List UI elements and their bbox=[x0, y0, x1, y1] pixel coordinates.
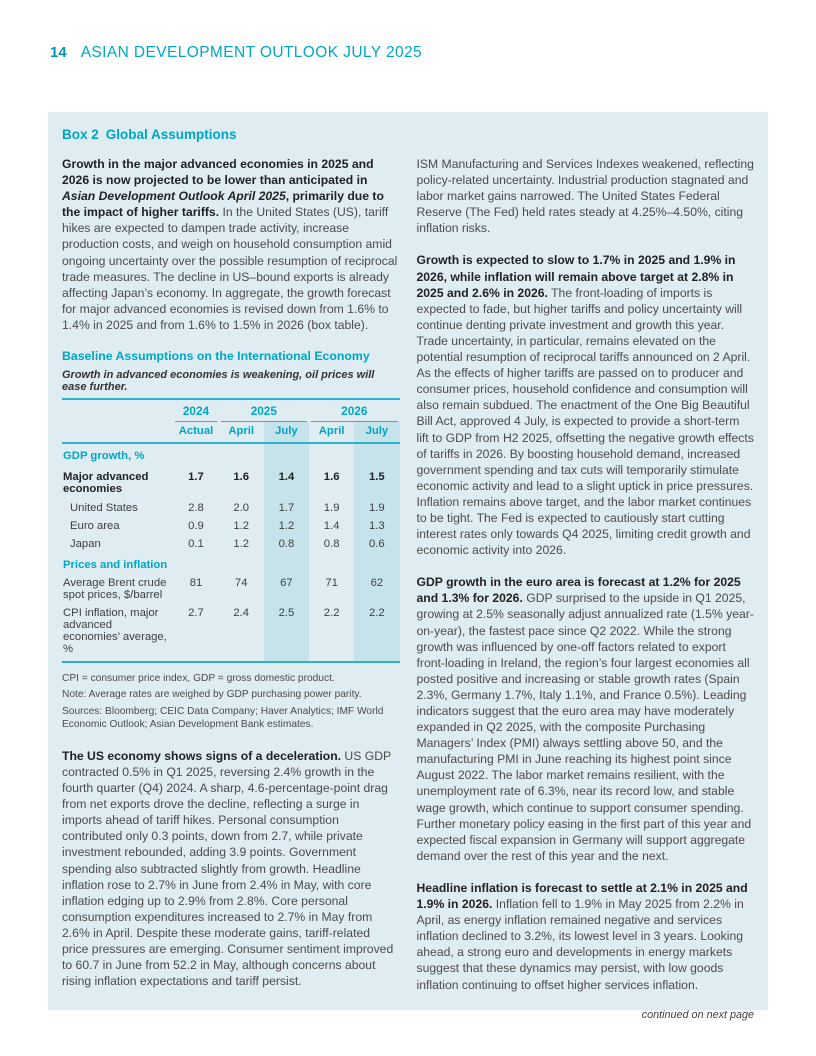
cell-value: 1.2 bbox=[264, 517, 309, 535]
paragraph-ism-indexes: ISM Manufacturing and Services Indexes weakened, reflecting policy-related uncertainty. Industrial production stagnated and labor market gains narrowed. The United States Federal Reserve (The Fed) held rates steady at 4.25%–4.50%, citing inflation risks. bbox=[416, 157, 754, 236]
table-subtitle: Growth in advanced economies is weakening, oil prices will ease further. bbox=[62, 369, 375, 394]
cell-value: 1.7 bbox=[188, 471, 204, 484]
cell-value: 2.7 bbox=[173, 604, 218, 662]
paragraph-lead: , primarily due to the impact of higher tariffs. bbox=[62, 189, 384, 220]
cell-value: 2.0 bbox=[233, 502, 250, 515]
row-label: Euro area bbox=[70, 520, 120, 533]
table-cell-empty bbox=[62, 422, 173, 443]
year-header-2024: 2024 bbox=[173, 399, 218, 422]
cell-value: 0.8 bbox=[323, 538, 340, 551]
box-heading bbox=[62, 127, 754, 142]
box-label: Box 2 bbox=[62, 127, 99, 142]
cell-value: 1.9 bbox=[323, 502, 340, 515]
cell-value: 2.2 bbox=[354, 604, 399, 662]
table-cell-empty bbox=[354, 553, 399, 574]
paragraph-body: Inflation fell to 1.9% in May 2025 from 2.2% in April, as energy inflation remained negative and services inflation declined to 3.2%, its lowest level in 3 years. Looking ahead, a strong euro and developments in energy markets suggest that these dynamics may persist, with low goods inflation continuing to offset higher services inflation. bbox=[416, 897, 744, 992]
cell-value: 0.6 bbox=[354, 535, 399, 553]
year-header-2025: 2025 bbox=[219, 399, 309, 422]
cell-value: 71 bbox=[325, 577, 338, 590]
table-row-united-states bbox=[62, 499, 400, 517]
cell-value: 2.4 bbox=[219, 604, 264, 662]
table-cell-empty bbox=[219, 553, 264, 574]
table-cell-empty bbox=[354, 443, 399, 465]
paragraph-euro-area-gdp bbox=[417, 574, 755, 864]
table-footnotes bbox=[62, 672, 400, 732]
row-label: Major advanced economies bbox=[63, 471, 149, 496]
table-cell-empty bbox=[173, 443, 218, 465]
table-year-header-row bbox=[62, 399, 400, 422]
footnote-sources: Sources: Bloomberg; CEIC Data Company; Haver Analytics; IMF World Economic Outlook; Asian Development Bank estimates. bbox=[62, 705, 384, 731]
table-section-row bbox=[62, 443, 400, 465]
table-cell-empty bbox=[219, 443, 264, 465]
cell-value: 1.7 bbox=[264, 499, 309, 517]
paragraph-lead: Growth is expected to slow to 1.7% in 2025 and 1.9% in 2026, while inflation will remain above target at 2.8% in 2025 and 2.6% in 2026. bbox=[416, 253, 736, 300]
paragraph-headline-inflation bbox=[417, 880, 755, 993]
cell-value: 81 bbox=[189, 577, 203, 590]
table-row-major-advanced-economies bbox=[62, 465, 400, 499]
report-title: ASIAN DEVELOPMENT OUTLOOK JULY 2025 bbox=[80, 44, 423, 61]
cell-value: 2.5 bbox=[264, 604, 309, 662]
row-label: Average Brent crude spot prices, $/barrel bbox=[63, 577, 167, 602]
paragraph-lead: The US economy shows signs of a deceleration. bbox=[62, 748, 342, 763]
year-header-2026: 2026 bbox=[309, 399, 399, 422]
continued-note: continued on next page bbox=[641, 1008, 754, 1021]
table-cell-empty bbox=[264, 443, 309, 465]
row-label: CPI inflation, major advanced economies’ average, % bbox=[62, 604, 173, 662]
row-label: Japan bbox=[70, 538, 101, 551]
box-title: Global Assumptions bbox=[105, 127, 237, 142]
baseline-assumptions-table bbox=[62, 398, 400, 663]
table-cell-empty bbox=[309, 443, 354, 465]
footnote-abbreviations: CPI = consumer price index, GDP = gross domestic product. bbox=[62, 673, 335, 685]
column-header-april-2026: April bbox=[309, 422, 354, 443]
paragraph-lead: GDP growth in the euro area is forecast at 1.2% for 2025 and 1.3% for 2026. bbox=[416, 575, 741, 606]
table-cell-empty bbox=[173, 553, 218, 574]
cell-value: 0.1 bbox=[188, 538, 204, 551]
left-column bbox=[62, 156, 400, 1021]
cell-value: 67 bbox=[264, 574, 309, 604]
right-column bbox=[417, 156, 755, 1021]
paragraph-body: GDP surprised to the upside in Q1 2025, growing at 2.5% seasonally adjust annualized rate (1.5% year-on-year), the fastest pace since Q2 2022. While the strong growth was influenced by one-off factors related to export front-loading in Ireland, the region’s four largest economies all posted positive and increasing or stable growth rates (Spain 2.3%, Germany 1.7%, Italy 1.1%, and France 0.5%). Leading indicators suggest that the euro area may have moderately expanded in Q2 2025, with the composite Purchasing Managers’ Index (PMI) always settling above 50, and the manufacturing PMI in June reaching its highest point since August 2022. The labor market remains resilient, with the unemployment rate of 6.3%, near its record low, and stable wage growth, which continue to support consumer spending. Further monetary policy easing in the first part of this year and expected fiscal expansion in Germany will support aggregate demand over the rest of this year and the next. bbox=[416, 591, 754, 863]
cell-value: 1.5 bbox=[354, 465, 399, 499]
table-row-brent-crude bbox=[62, 574, 400, 604]
publication-title: Asian Development Outlook April 2025 bbox=[62, 189, 286, 204]
page-number: 14 bbox=[50, 44, 67, 61]
paragraph-growth-slowdown bbox=[417, 252, 755, 558]
cell-value: 74 bbox=[234, 577, 248, 590]
paragraph-body: US GDP contracted 0.5% in Q1 2025, reversing 2.4% growth in the fourth quarter (Q4) 2024. A sharp, 4.6-percentage-point drag from net exports drove the decline, reflecting a surge in imports ahead of tariff hikes. Personal consumption contributed only 0.3 points, down from 2.7, while private investment rebounded, adding 3.9 points. Government spending also subtracted slightly from growth. Headline inflation rose to 2.7% in June from 2.4% in May, with core inflation edging up to 2.9% from 2.8%. Core personal consumption expenditures increased to 2.7% in May from 2.6% in April. Despite these moderate gains, tariff-related price pressures are emerging. Consumer sentiment improved to 60.7 in June from 52.2 in May, although concerns about rising inflation expectations and tariff persist. bbox=[62, 748, 394, 989]
cell-value: 0.8 bbox=[264, 535, 309, 553]
paragraph-growth-revision bbox=[62, 156, 400, 333]
cell-value: 0.9 bbox=[188, 520, 204, 533]
cell-value: 2.2 bbox=[309, 604, 354, 662]
table-row-euro-area bbox=[62, 517, 400, 535]
cell-value: 1.3 bbox=[354, 517, 399, 535]
paragraph-lead: Headline inflation is forecast to settle at 2.1% in 2025 and 1.9% in 2026. bbox=[416, 880, 748, 912]
cell-value: 1.6 bbox=[233, 471, 250, 484]
cell-value: 1.2 bbox=[233, 520, 250, 533]
row-label: United States bbox=[70, 502, 138, 515]
baseline-assumptions-table-block bbox=[62, 349, 400, 732]
table-cell-empty bbox=[309, 553, 354, 574]
section-label-gdp-growth: GDP growth, % bbox=[63, 450, 145, 463]
table-section-row bbox=[62, 553, 400, 574]
section-label-prices-inflation: Prices and inflation bbox=[63, 559, 168, 572]
column-header-july-2025: July bbox=[264, 422, 309, 443]
table-row-japan bbox=[62, 535, 400, 553]
cell-value: 1.4 bbox=[323, 520, 340, 533]
table-column-header-row bbox=[62, 422, 400, 443]
footnote-note: Note: Average rates are weighed by GDP purchasing power parity. bbox=[62, 689, 362, 701]
cell-value: 1.6 bbox=[323, 471, 340, 484]
paragraph-us-economy bbox=[62, 748, 400, 989]
table-row-cpi-inflation bbox=[62, 604, 400, 662]
cell-value: 1.2 bbox=[233, 538, 250, 551]
column-header-april-2025: April bbox=[219, 422, 264, 443]
page-header bbox=[50, 44, 422, 62]
paragraph-body: In the United States (US), tariff hikes are expected to dampen trade activity, increase production costs, and weigh on household consumption amid ongoing uncertainty over the possible resumption of reciprocal trade measures. The decline in US–bound exports is already affecting Japan’s economy. In aggregate, the growth forecast for major advanced economies is revised down from 1.6% to 1.4% in 2025 and from 1.6% to 1.5% in 2026 (box table). bbox=[62, 205, 398, 332]
paragraph-lead: Growth in the major advanced economies in 2025 and 2026 is now projected to be lower than anticipated in bbox=[62, 157, 374, 188]
table-cell-empty bbox=[264, 553, 309, 574]
cell-value: 2.8 bbox=[188, 502, 204, 515]
paragraph-body: The front-loading of imports is expected to fade, but higher tariffs and policy uncertainty will continue denting private investment and growth this year. Trade uncertainty, in particular, remains elevated on the potential resumption of reciprocal tariffs announced on 2 April. As the effects of higher tariffs are passed on to producer and consumer prices, household confidence and consumption will also remain subdued. The enactment of the One Big Beautiful Bill Act, approved 4 July, is expected to provide a short-term lift to GDP from H2 2025, offsetting the negative growth effects of tariffs in 2026. By boosting household demand, increased government spending and tax cuts will temporarily stimulate economic activity and lead to a slight uptick in price pressures. Inflation remains above target, and the labor market continues to be tight. The Fed is expected to cautiously start cutting interest rates only towards Q4 2025, limiting credit growth and economic activity into 2026. bbox=[416, 285, 754, 558]
column-header-july-2026: July bbox=[354, 422, 399, 443]
column-header-actual: Actual bbox=[173, 422, 218, 443]
table-cell-empty bbox=[62, 399, 173, 422]
cell-value: 62 bbox=[354, 574, 399, 604]
cell-value: 1.9 bbox=[354, 499, 399, 517]
box-2-global-assumptions bbox=[48, 112, 768, 1021]
table-title: Baseline Assumptions on the International Economy bbox=[62, 349, 370, 364]
two-column-layout bbox=[62, 156, 754, 1021]
cell-value: 1.4 bbox=[264, 465, 309, 499]
